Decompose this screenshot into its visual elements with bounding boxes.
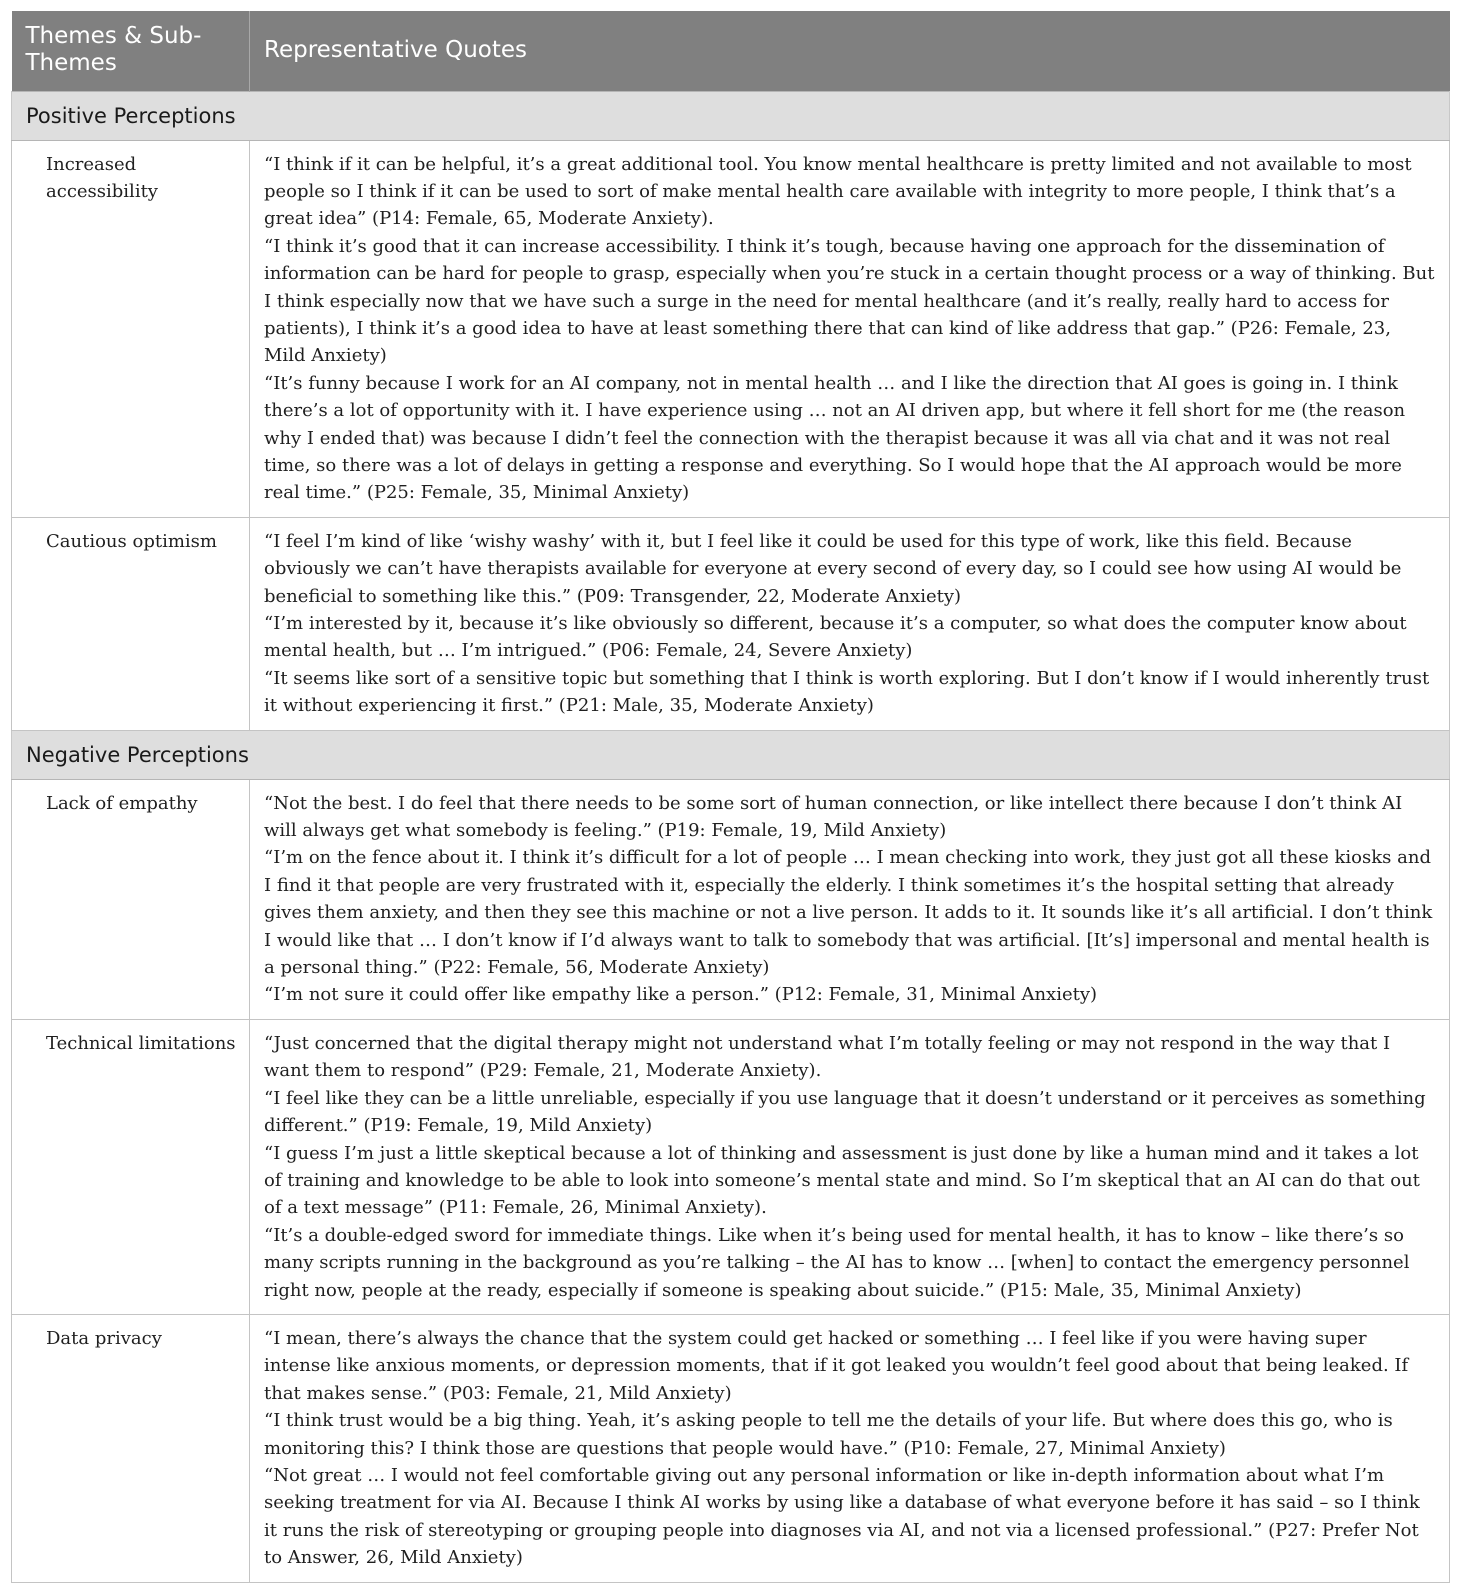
quotes-cell xyxy=(250,1314,1450,1582)
quote-text: “I guess I’m just a little skeptical because a lot of thinking and assessment is just done by like a human mind and it takes a lot of training and knowledge to be able to look into someone’s mental state and mind. So I’m skeptical that an AI can do that out of a text message” (P11: Female, 26, Minimal Anxiety). xyxy=(264,1142,1420,1219)
subtheme-label: Data privacy xyxy=(12,1314,250,1582)
table-header-row xyxy=(12,11,1450,91)
section-title: Positive Perceptions xyxy=(12,91,1450,140)
themes-table-container xyxy=(11,11,1449,1583)
subtheme-label: Lack of empathy xyxy=(12,779,250,1019)
quotes-cell xyxy=(250,779,1450,1019)
quote-text: “I think it’s good that it can increase accessibility. I think it’s tough, because having one approach for the dissemination of information can be hard for people to grasp, especially when you’re stuck in a certain thought process or a way of thinking. But I think especially now that we have such a surge in the need for mental healthcare (and it’s really, really hard to access for patients), I think it’s a good idea to have at least something there that can kind of like address that gap.” (P26: Female, 23, Mild Anxiety) xyxy=(264,235,1435,367)
subtheme-label: Cautious optimism xyxy=(12,517,250,730)
quotes-cell xyxy=(250,517,1450,730)
quote-text: “I think trust would be a big thing. Yeah, it’s asking people to tell me the details of your life. But where does this go, who is monitoring this? I think those are questions that people would have.” (P10: Female, 27, Minimal Anxiety) xyxy=(264,1410,1393,1459)
quote-text: “It seems like sort of a sensitive topic but something that I think is worth exploring. But I don’t know if I would inherently trust it without experiencing it first.” (P21: Male, 35, Moderate Anxiety) xyxy=(264,667,1430,717)
quote-text: “It’s funny because I work for an AI company, not in mental health … and I like the direction that AI goes is going in. I think there’s a lot of opportunity with it. I have experience using … not an AI driven app, but where it fell short for me (the reason why I ended that) was because I didn’t feel the connection with the therapist because it was all via chat and it was not real time, so there was a lot of delays in getting a response and everything. So I would hope that the AI approach would be more real time.” (P25: Female, 35, Minimal Anxiety) xyxy=(264,372,1406,504)
quote-text: “Not great … I would not feel comfortable giving out any personal information or like in-depth information about what I’m seeking treatment for via AI. Because I think AI works by using like a database of what everyone before it has said – so I think it runs the risk of stereotyping or grouping people into diagnoses via AI, and not via a licensed professional.” (P27: Prefer Not to Answer, 26, Mild Anxiety) xyxy=(264,1464,1420,1569)
table-row xyxy=(12,517,1450,730)
section-row-positive xyxy=(12,91,1450,140)
quote-text: “Just concerned that the digital therapy might not understand what I’m totally feeling or may not respond in the way that I want them to respond” (P29: Female, 21, Moderate Anxiety). xyxy=(264,1032,1391,1082)
quotes-cell xyxy=(250,1019,1450,1314)
themes-quotes-table xyxy=(11,11,1450,1583)
header-themes: Themes & Sub-Themes xyxy=(12,11,250,91)
quote-text: “I’m on the fence about it. I think it’s difficult for a lot of people … I mean checking into work, they just got all these kiosks and I find it that people are very frustrated with it, especially the elderly. I think sometimes it’s the hospital setting that already gives them anxiety, and then they see this machine or not a live person. It adds to it. It sounds like it’s all artificial. I don’t think I would like that … I don’t know if I’d always want to talk to somebody that was artificial. [It’s] impersonal and mental health is a personal thing.” (P22: Female, 56, Moderate Anxiety) xyxy=(264,847,1433,979)
table-row xyxy=(12,1314,1450,1582)
quote-text: “I mean, there’s always the chance that the system could get hacked or something … I feel like if you were having super intense like anxious moments, or depression moments, that if it got leaked you wouldn’t feel good about that being leaked. If that makes sense.” (P03: Female, 21, Mild Anxiety) xyxy=(264,1327,1409,1404)
subtheme-label: Technical limitations xyxy=(12,1019,250,1314)
quote-text: “I think if it can be helpful, it’s a great additional tool. You know mental healthcare is pretty limited and not available to most people so I think if it can be used to sort of make mental health care available with integrity to more people, I think that’s a great idea” (P14: Female, 65, Moderate Anxiety). xyxy=(264,153,1412,230)
quote-text: “I feel I’m kind of like ‘wishy washy’ with it, but I feel like it could be used for this type of work, like this field. Because obviously we can’t have therapists available for everyone at every second of every day, so I could see how using AI would be beneficial to something like this.” (P09: Transgender, 22, Moderate Anxiety) xyxy=(264,530,1402,607)
table-row xyxy=(12,779,1450,1019)
quote-text: “Not the best. I do feel that there needs to be some sort of human connection, or like intellect there because I don’t think AI will always get what somebody is feeling.” (P19: Female, 19, Mild Anxiety) xyxy=(264,792,1403,842)
subtheme-label: Increased accessibility xyxy=(12,140,250,517)
quote-text: “I’m not sure it could offer like empathy like a person.” (P12: Female, 31, Minimal Anxiety) xyxy=(264,984,1098,1006)
section-row-negative xyxy=(12,730,1450,779)
section-title: Negative Perceptions xyxy=(12,730,1450,779)
quote-text: “I’m interested by it, because it’s like obviously so different, because it’s a computer, so what does the computer know about mental health, but … I’m intrigued.” (P06: Female, 24, Severe Anxiety) xyxy=(264,613,1407,662)
table-row xyxy=(12,140,1450,517)
quote-text: “I feel like they can be a little unreliable, especially if you use language that it doesn’t understand or it perceives as something different.” (P19: Female, 19, Mild Anxiety) xyxy=(264,1087,1426,1137)
table-row xyxy=(12,1019,1450,1314)
quotes-cell xyxy=(250,140,1450,517)
quote-text: “It’s a double-edged sword for immediate things. Like when it’s being used for mental health, it has to know – like there’s so many scripts running in the background as you’re talking – the AI has to know … [when] to contact the emergency personnel right now, people at the ready, especially if someone is speaking about suicide.” (P15: Male, 35, Minimal Anxiety) xyxy=(264,1224,1410,1301)
header-quotes: Representative Quotes xyxy=(250,11,1450,91)
